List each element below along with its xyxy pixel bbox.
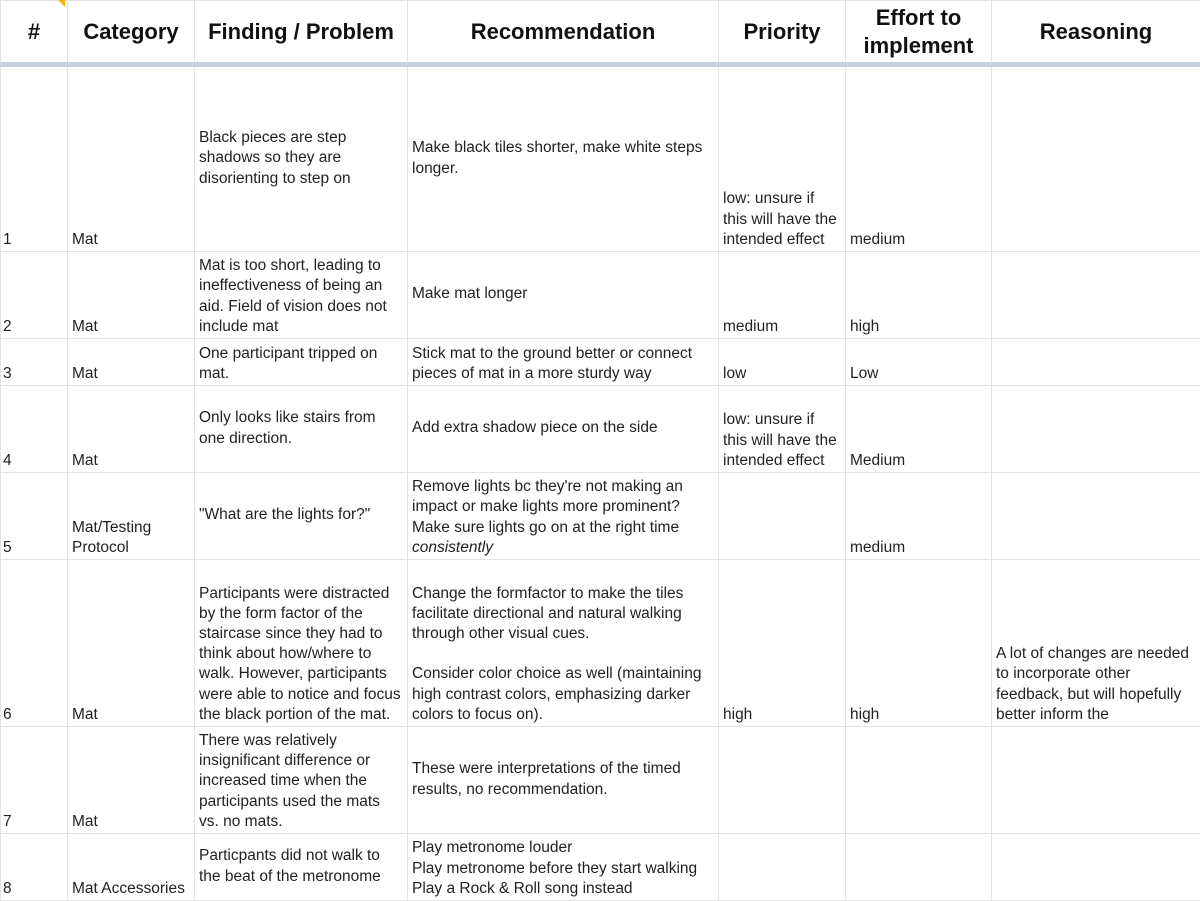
- cell-num[interactable]: 2: [1, 252, 68, 339]
- cell-priority[interactable]: [719, 834, 846, 901]
- column-header-finding[interactable]: Finding / Problem: [195, 1, 408, 65]
- cell-recommendation[interactable]: Change the formfactor to make the tiles facilitate directional and natural walking through other visual cues. Consider color choice as well (maintaining high contrast colors, emphasizing darker colors to focus on).: [408, 560, 719, 727]
- recommendation-emphasis: consistently: [412, 539, 493, 556]
- cell-recommendation[interactable]: These were interpretations of the timed results, no recommendation.: [408, 727, 719, 834]
- cell-priority[interactable]: low: [719, 339, 846, 386]
- cell-priority[interactable]: high: [719, 560, 846, 727]
- column-header-num[interactable]: #: [1, 1, 68, 65]
- cell-recommendation[interactable]: Add extra shadow piece on the side: [408, 386, 719, 473]
- table-row: [1, 473, 1200, 560]
- column-header-category[interactable]: Category: [68, 1, 195, 65]
- cell-num[interactable]: 4: [1, 386, 68, 473]
- cell-reasoning[interactable]: [992, 834, 1200, 901]
- table-row: [1, 339, 1200, 386]
- table-row: [1, 252, 1200, 339]
- cell-reasoning[interactable]: [992, 727, 1200, 834]
- header-row: [1, 1, 1200, 65]
- cell-effort[interactable]: high: [846, 560, 992, 727]
- column-header-recommendation[interactable]: Recommendation: [408, 1, 719, 65]
- cell-effort[interactable]: [846, 727, 992, 834]
- table-row: [1, 560, 1200, 727]
- cell-finding[interactable]: Black pieces are step shadows so they are disorienting to step on: [195, 65, 408, 252]
- cell-finding[interactable]: Only looks like stairs from one direction.: [195, 386, 408, 473]
- cell-priority[interactable]: low: unsure if this will have the intended effect: [719, 65, 846, 252]
- cell-reasoning[interactable]: [992, 65, 1200, 252]
- cell-category[interactable]: Mat: [68, 727, 195, 834]
- cell-recommendation[interactable]: Make black tiles shorter, make white steps longer.: [408, 65, 719, 252]
- cell-effort[interactable]: medium: [846, 473, 992, 560]
- cell-finding[interactable]: One participant tripped on mat.: [195, 339, 408, 386]
- cell-effort[interactable]: [846, 834, 992, 901]
- cell-category[interactable]: Mat/Testing Protocol: [68, 473, 195, 560]
- cell-category[interactable]: Mat: [68, 386, 195, 473]
- cell-priority[interactable]: [719, 727, 846, 834]
- cell-reasoning[interactable]: [992, 339, 1200, 386]
- cell-num[interactable]: 1: [1, 65, 68, 252]
- cell-recommendation[interactable]: Make mat longer: [408, 252, 719, 339]
- cell-reasoning[interactable]: [992, 386, 1200, 473]
- cell-reasoning[interactable]: [992, 252, 1200, 339]
- cell-category[interactable]: Mat: [68, 65, 195, 252]
- cell-finding[interactable]: Participants were distracted by the form factor of the staircase since they had to think about how/where to walk. However, participants were able to notice and focus the black portion of the mat.: [195, 560, 408, 727]
- table-row: [1, 727, 1200, 834]
- column-header-reasoning[interactable]: Reasoning: [992, 1, 1200, 65]
- table-row: [1, 386, 1200, 473]
- recommendation-text: Remove lights bc they're not making an impact or make lights more prominent? Make sure lights go on at the right time: [412, 478, 683, 535]
- cell-num[interactable]: 5: [1, 473, 68, 560]
- cell-reasoning[interactable]: [992, 473, 1200, 560]
- cell-reasoning[interactable]: [992, 560, 1200, 727]
- cell-num[interactable]: 3: [1, 339, 68, 386]
- column-header-priority[interactable]: Priority: [719, 1, 846, 65]
- table-row: [1, 834, 1200, 901]
- reasoning-text: A lot of changes are needed to incorporate other feedback, but will hopefully better inform the: [996, 644, 1196, 725]
- cell-category[interactable]: Mat Accessories: [68, 834, 195, 901]
- cell-effort[interactable]: Low: [846, 339, 992, 386]
- column-header-effort[interactable]: Effort to implement: [846, 1, 992, 65]
- cell-category[interactable]: Mat: [68, 252, 195, 339]
- cell-num[interactable]: 8: [1, 834, 68, 901]
- cell-priority[interactable]: [719, 473, 846, 560]
- cell-finding[interactable]: There was relatively insignificant difference or increased time when the participants used the mats vs. no mats.: [195, 727, 408, 834]
- cell-num[interactable]: 7: [1, 727, 68, 834]
- cell-recommendation[interactable]: Play metronome louder Play metronome before they start walking Play a Rock & Roll song instead: [408, 834, 719, 901]
- cell-category[interactable]: Mat: [68, 560, 195, 727]
- cell-effort[interactable]: high: [846, 252, 992, 339]
- cell-category[interactable]: Mat: [68, 339, 195, 386]
- cell-finding[interactable]: Mat is too short, leading to ineffectiveness of being an aid. Field of vision does not include mat: [195, 252, 408, 339]
- corner-marker: [58, 0, 65, 7]
- cell-effort[interactable]: Medium: [846, 386, 992, 473]
- cell-priority[interactable]: low: unsure if this will have the intended effect: [719, 386, 846, 473]
- cell-num[interactable]: 6: [1, 560, 68, 727]
- cell-finding[interactable]: "What are the lights for?": [195, 473, 408, 560]
- cell-finding[interactable]: Particpants did not walk to the beat of the metronome: [195, 834, 408, 901]
- cell-priority[interactable]: medium: [719, 252, 846, 339]
- cell-recommendation[interactable]: Stick mat to the ground better or connect pieces of mat in a more sturdy way: [408, 339, 719, 386]
- cell-recommendation[interactable]: [408, 473, 719, 560]
- cell-effort[interactable]: medium: [846, 65, 992, 252]
- table-row: [1, 65, 1200, 252]
